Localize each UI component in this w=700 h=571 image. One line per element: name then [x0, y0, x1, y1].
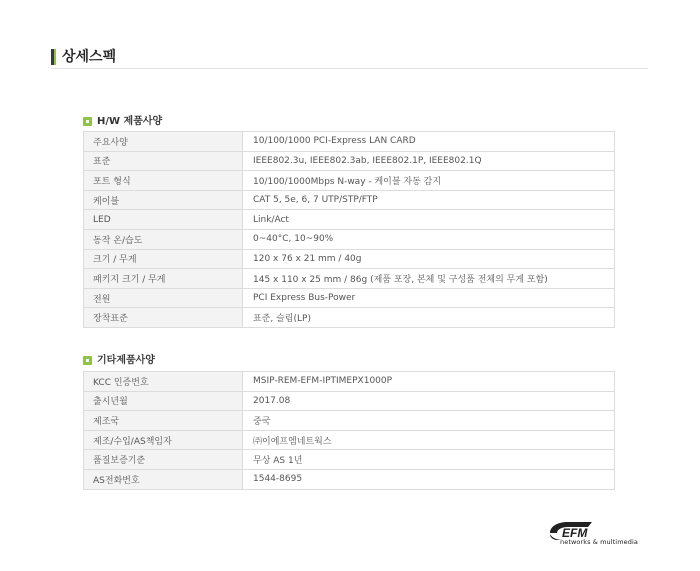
spec-value: 중국: [243, 411, 615, 431]
table-row: [84, 132, 615, 152]
efm-logo: [548, 521, 658, 551]
spec-value: CAT 5, 5e, 6, 7 UTP/STP/FTP: [243, 190, 615, 210]
section-bullet-icon: [83, 356, 92, 365]
title-divider: [51, 68, 648, 69]
spec-label: 주요사양: [84, 132, 243, 152]
spec-label: KCC 인증번호: [84, 372, 243, 392]
spec-label: 제조국: [84, 411, 243, 431]
page-title: 상세스펙: [62, 49, 117, 65]
table-row: [84, 171, 615, 191]
spec-label: 케이블: [84, 190, 243, 210]
spec-value: 10/100/1000 PCI-Express LAN CARD: [243, 132, 615, 152]
spec-value: 145 x 110 x 25 mm / 86g (제품 포장, 본체 및 구성품 전체의 무게 포함): [243, 269, 615, 289]
table-row: [84, 391, 615, 411]
spec-value: Link/Act: [243, 210, 615, 230]
spec-value: 표준, 슬림(LP): [243, 308, 615, 328]
table-row: [84, 288, 615, 308]
spec-label: LED: [84, 210, 243, 230]
table-row: [84, 411, 615, 431]
spec-value: 120 x 76 x 21 mm / 40g: [243, 249, 615, 269]
hw-section-title: H/W 제품사양: [97, 116, 163, 127]
table-row: [84, 430, 615, 450]
logo-tagline: networks & multimedia: [560, 538, 638, 546]
spec-label: 제조/수입/AS책임자: [84, 430, 243, 450]
spec-value: 10/100/1000Mbps N-way - 케이블 자동 감지: [243, 171, 615, 191]
logo-mark-text: EFM: [562, 526, 588, 540]
table-row: [84, 210, 615, 230]
table-row: [84, 450, 615, 470]
table-row: [84, 308, 615, 328]
etc-section-title: 기타제품사양: [97, 355, 155, 366]
table-row: [84, 229, 615, 249]
spec-value: IEEE802.3u, IEEE802.3ab, IEEE802.1P, IEEE802.1Q: [243, 151, 615, 171]
spec-value: ㈜이에프엠네트웍스: [243, 430, 615, 450]
spec-label: 출시년월: [84, 391, 243, 411]
spec-label: AS전화번호: [84, 469, 243, 489]
spec-label: 크기 / 무게: [84, 249, 243, 269]
table-row: [84, 249, 615, 269]
table-row: [84, 151, 615, 171]
spec-value: 1544-8695: [243, 469, 615, 489]
table-row: [84, 469, 615, 489]
table-row: [84, 372, 615, 392]
hw-spec-table: [83, 131, 615, 328]
spec-value: 2017.08: [243, 391, 615, 411]
spec-value: PCI Express Bus-Power: [243, 288, 615, 308]
spec-value: 0~40°C, 10~90%: [243, 229, 615, 249]
spec-label: 포트 형식: [84, 171, 243, 191]
spec-label: 장착표준: [84, 308, 243, 328]
title-marker-accent: [54, 49, 56, 65]
section-bullet-icon: [83, 117, 92, 126]
spec-label: 동작 온/습도: [84, 229, 243, 249]
spec-label: 표준: [84, 151, 243, 171]
page-header: [51, 46, 646, 68]
spec-label: 전원: [84, 288, 243, 308]
etc-spec-table: [83, 371, 615, 490]
spec-value: MSIP-REM-EFM-IPTIMEPX1000P: [243, 372, 615, 392]
table-row: [84, 190, 615, 210]
spec-label: 품질보증기준: [84, 450, 243, 470]
table-row: [84, 269, 615, 289]
spec-value: 무상 AS 1년: [243, 450, 615, 470]
spec-label: 패키지 크기 / 무게: [84, 269, 243, 289]
